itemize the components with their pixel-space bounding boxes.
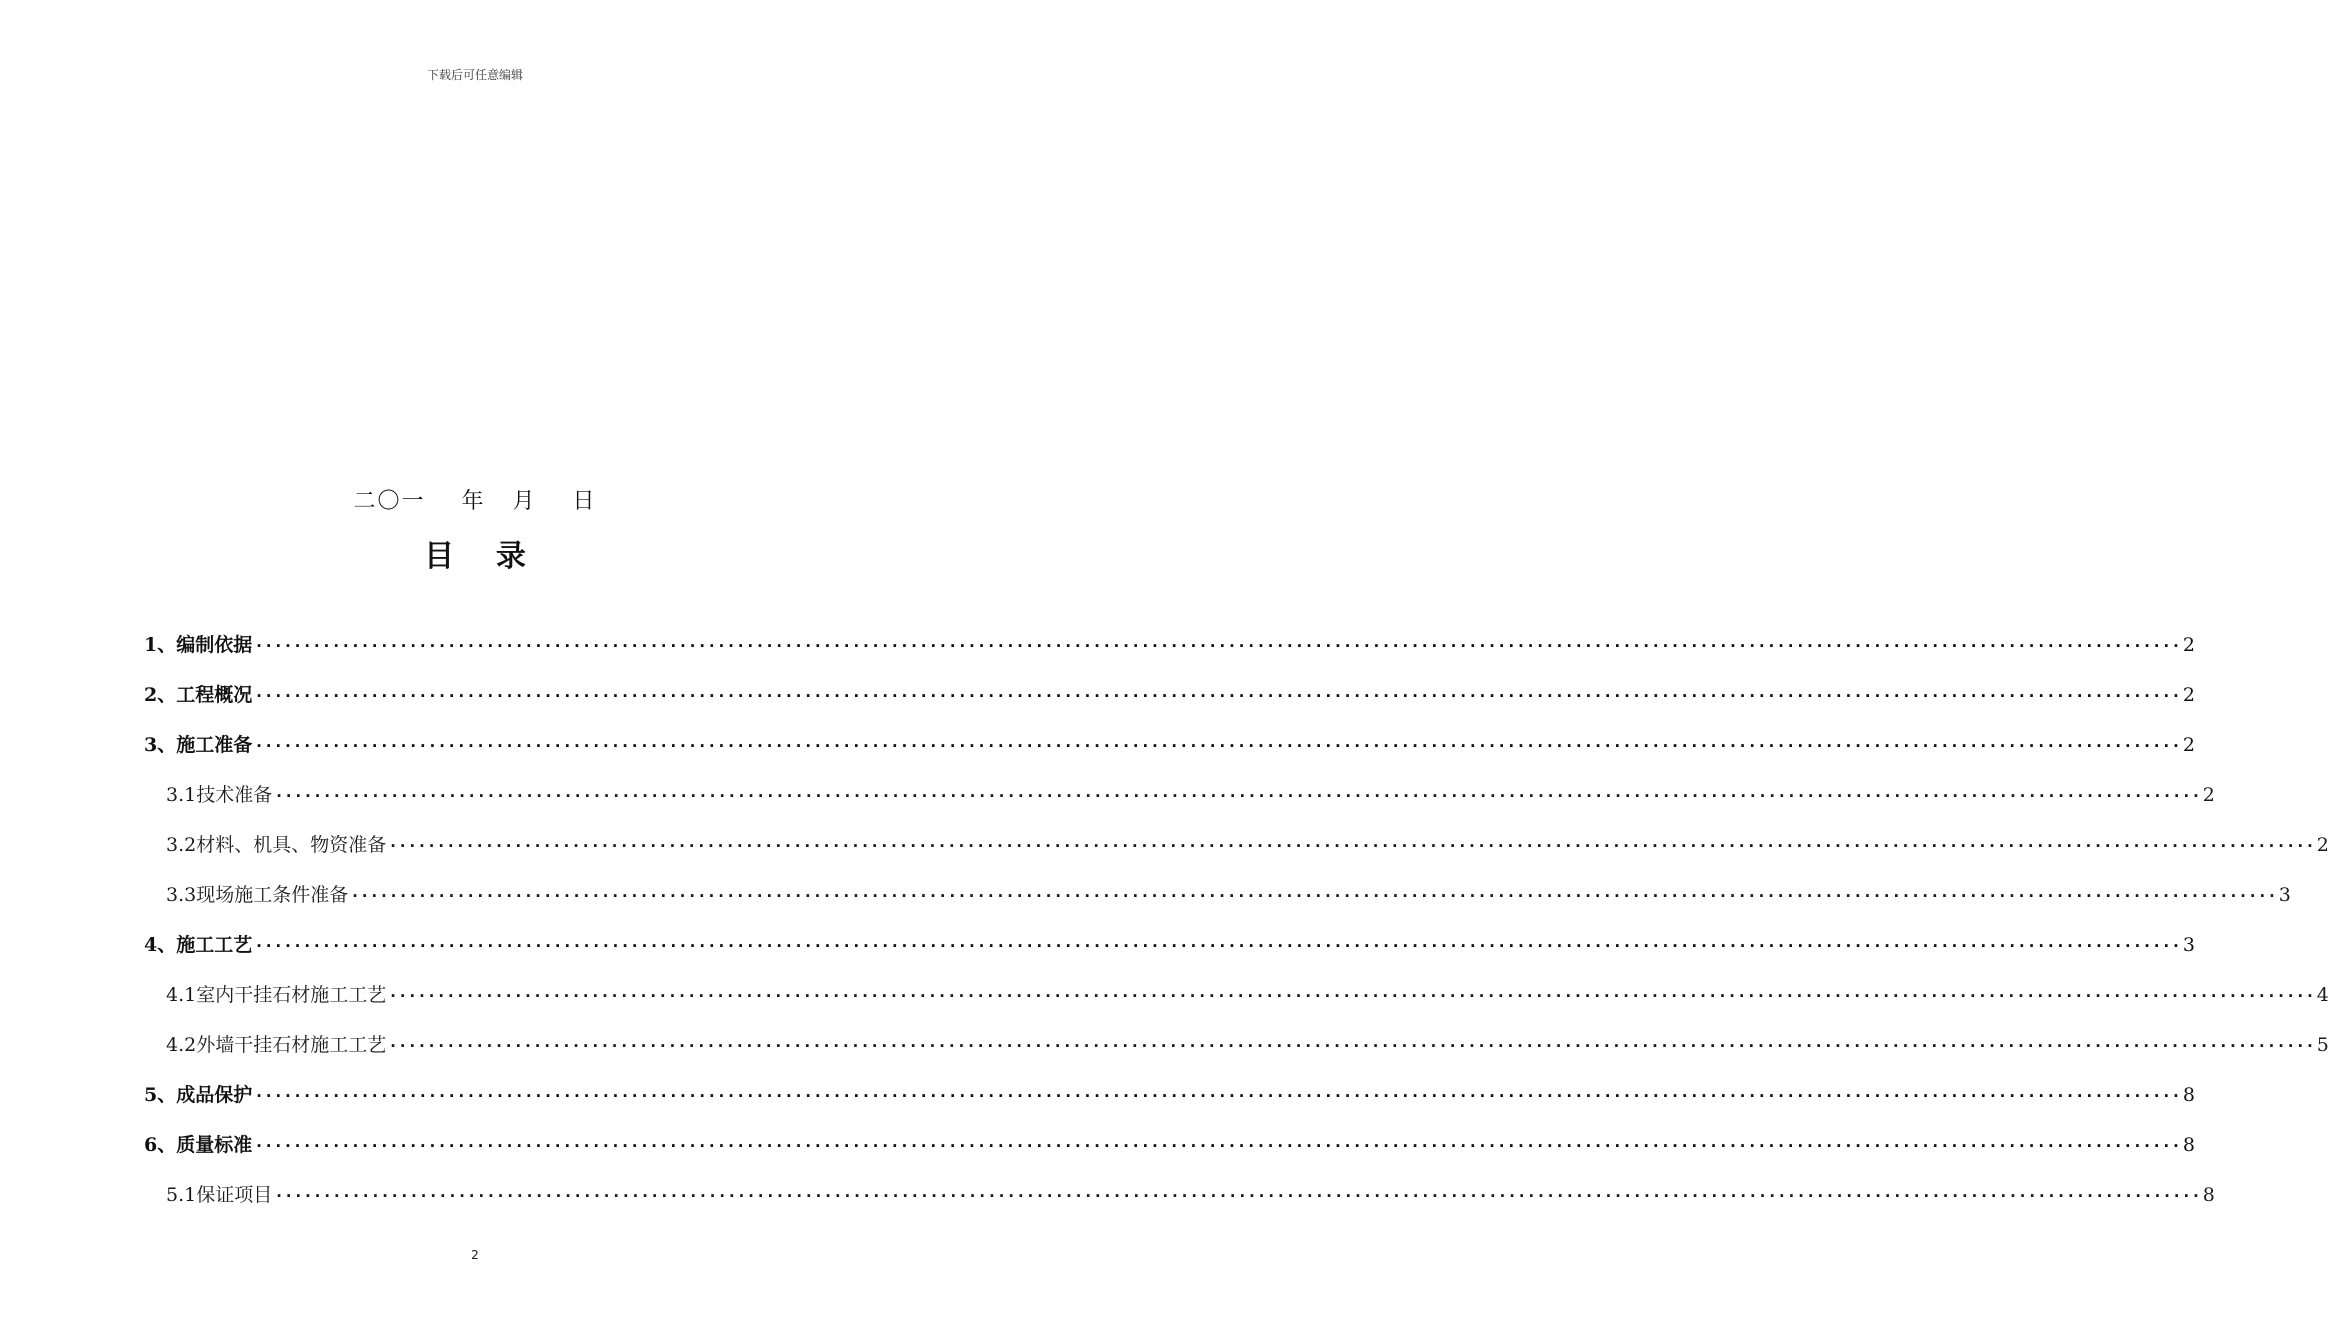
toc-entry-page: 2	[2182, 734, 2195, 756]
dot-leader: ········································································································································································································	[388, 836, 2315, 855]
header-note: 下载后可任意编辑	[426, 68, 523, 82]
toc-entry-number: 1	[144, 634, 158, 656]
toc-entry-label: 、编制依据	[157, 634, 253, 656]
toc-entry-number: 3.3	[166, 884, 197, 906]
toc-entry-page: 2	[2182, 634, 2195, 656]
dot-leader: ········································································································································································································	[388, 986, 2315, 1005]
toc-entry-page: 8	[2202, 1184, 2215, 1206]
toc-entry[interactable]	[144, 680, 2195, 716]
toc-entry-label: 室内干挂石材施工工艺	[196, 984, 387, 1006]
toc-entry-label: 、成品保护	[157, 1084, 253, 1106]
toc-entry-number: 4.2	[166, 1034, 197, 1056]
toc-entry-number: 5.1	[166, 1184, 197, 1206]
toc-entry-label: 、质量标准	[157, 1134, 253, 1156]
toc-entry-number: 2	[144, 684, 158, 706]
toc-entry-number: 3	[144, 734, 158, 756]
dot-leader: ········································································································································································································	[254, 686, 2181, 705]
dot-leader: ········································································································································································································	[254, 636, 2181, 655]
toc-entry[interactable]	[144, 930, 2195, 966]
toc-entry-label: 、施工工艺	[157, 934, 253, 956]
toc-entry-number: 6	[144, 1134, 158, 1156]
toc-entry-number: 3.1	[166, 784, 197, 806]
dot-leader: ········································································································································································································	[254, 736, 2181, 755]
dot-leader: ········································································································································································································	[350, 886, 2277, 905]
toc-subentry[interactable]	[166, 830, 2329, 866]
toc-entry-label: 技术准备	[196, 784, 273, 806]
toc-entry[interactable]	[144, 1080, 2195, 1116]
toc-entry-label: 、施工准备	[157, 734, 253, 756]
toc-entry-label: 材料、机具、物资准备	[196, 834, 387, 856]
toc-entry-page: 8	[2182, 1134, 2195, 1156]
dot-leader: ········································································································································································································	[254, 936, 2181, 955]
toc-title: 目 录	[424, 539, 526, 574]
dot-leader: ········································································································································································································	[254, 1136, 2181, 1155]
toc-entry-page: 3	[2278, 884, 2291, 906]
toc-subentry[interactable]	[166, 880, 2291, 916]
toc-entry-number: 3.2	[166, 834, 197, 856]
dot-leader: ········································································································································································································	[274, 786, 2201, 805]
toc-entry-page: 4	[2316, 984, 2329, 1006]
page-number: 2	[471, 1248, 479, 1262]
toc-subentry[interactable]	[166, 1180, 2215, 1216]
toc-entry-number: 4	[144, 934, 158, 956]
toc-entry-page: 2	[2202, 784, 2215, 806]
toc-entry-page: 5	[2316, 1034, 2329, 1056]
date-line: 二〇一 年 月 日	[353, 489, 597, 514]
toc-subentry[interactable]	[166, 780, 2215, 816]
toc-entry[interactable]	[144, 1130, 2195, 1166]
toc-entry-label: 保证项目	[196, 1184, 273, 1206]
toc-entry[interactable]	[144, 630, 2195, 666]
toc-entry-page: 8	[2182, 1084, 2195, 1106]
toc-entry-number: 4.1	[166, 984, 197, 1006]
toc-entry-page: 3	[2182, 934, 2195, 956]
toc-entry-number: 5	[144, 1084, 158, 1106]
toc-entry-label: 外墙干挂石材施工工艺	[196, 1034, 387, 1056]
toc-entry-page: 2	[2182, 684, 2195, 706]
toc-entry-label: 现场施工条件准备	[196, 884, 349, 906]
toc-entry-page: 2	[2316, 834, 2329, 856]
toc-subentry[interactable]	[166, 980, 2329, 1016]
toc-entry-label: 、工程概况	[157, 684, 253, 706]
toc-entry[interactable]	[144, 730, 2195, 766]
toc-subentry[interactable]	[166, 1030, 2329, 1066]
dot-leader: ········································································································································································································	[254, 1086, 2181, 1105]
dot-leader: ········································································································································································································	[274, 1186, 2201, 1205]
dot-leader: ········································································································································································································	[388, 1036, 2315, 1055]
